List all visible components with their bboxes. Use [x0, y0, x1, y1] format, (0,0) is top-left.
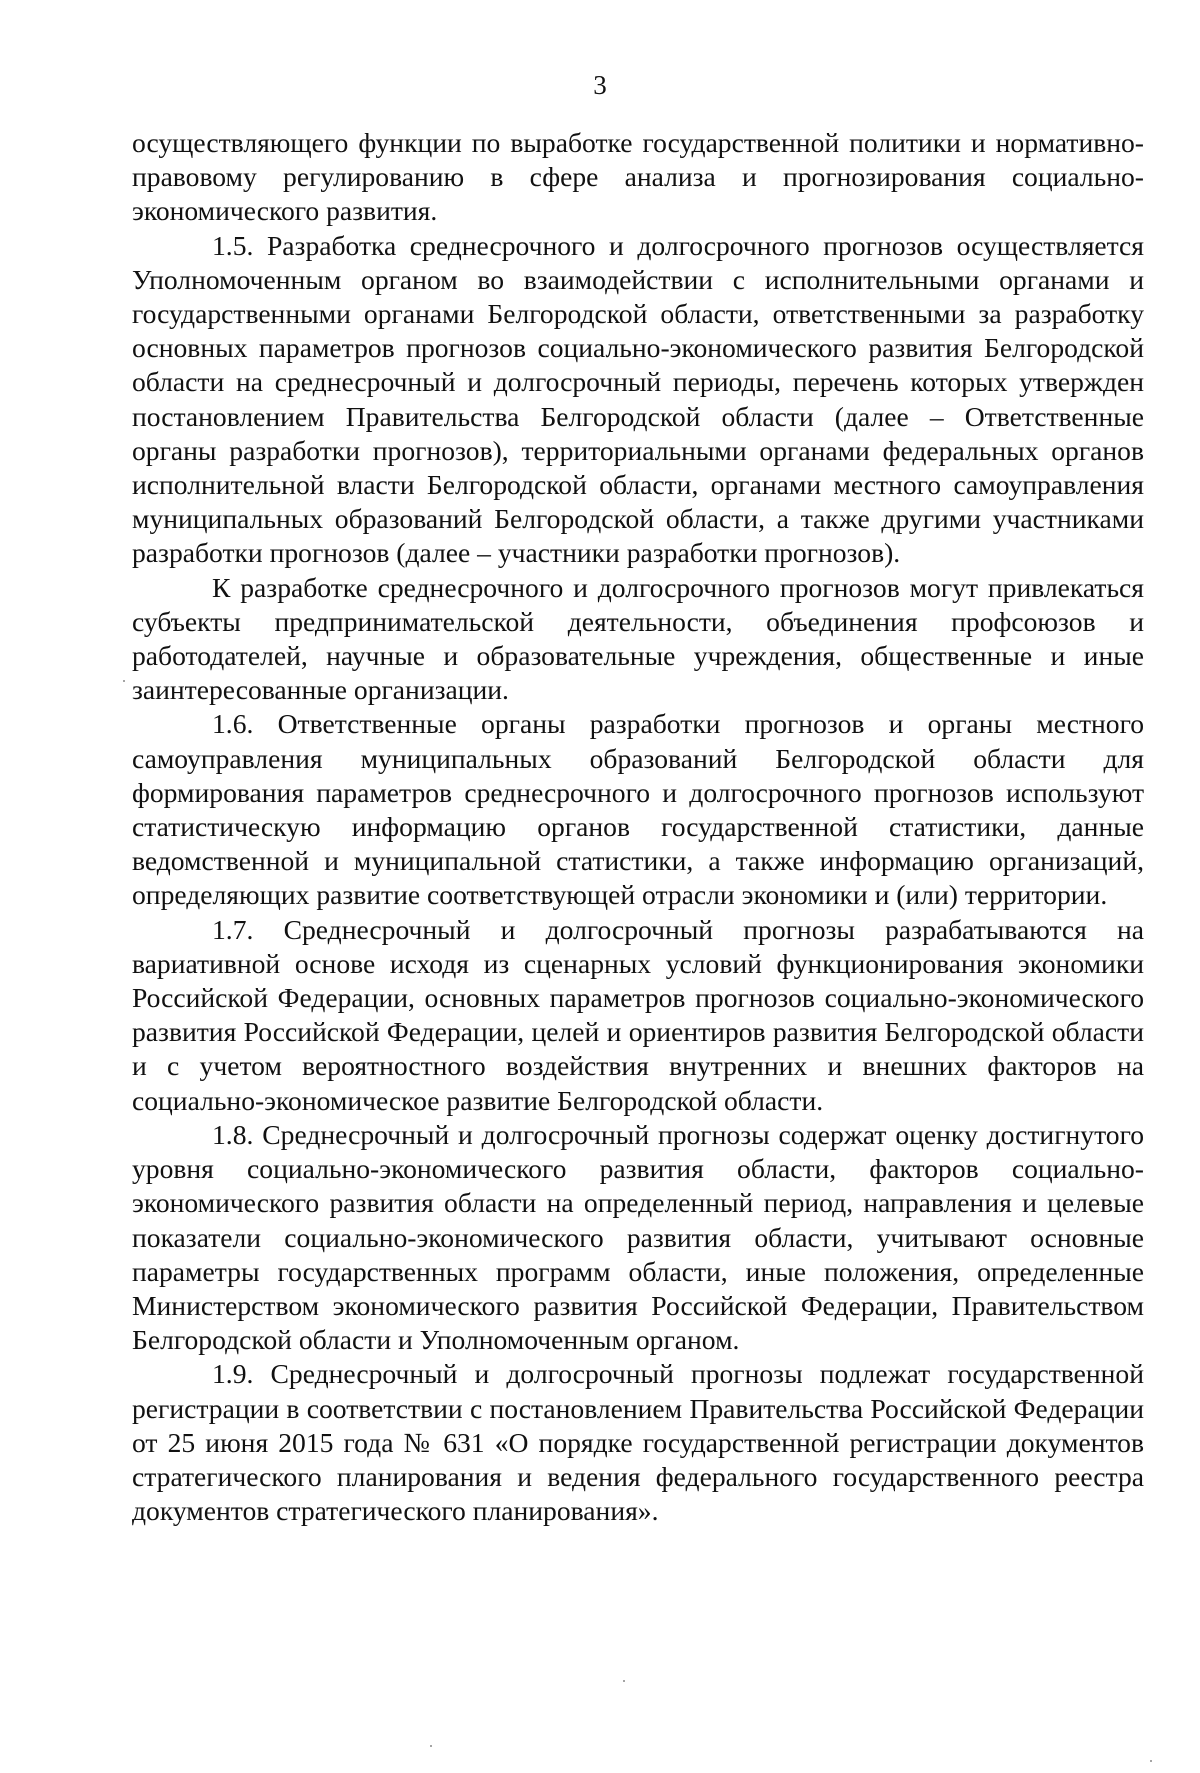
- document-body: [132, 126, 1144, 1528]
- paragraph-continuation: осуществляющего функции по выработке государственной политики и нормативно-правовому регулированию в сфере анализа и прогнозирования социально-экономического развития.: [132, 127, 1144, 227]
- paragraph-1-7: 1.7. Среднесрочный и долгосрочный прогнозы разрабатываются на вариативной основе исходя из сценарных условий функционирования экономики Российской Федерации, основных параметров прогнозов социально-экономического развития Российской Федерации, целей и ориентиров развития Белгородской области и с учетом вероятностного воздействия внутренних и внешних факторов на социально-экономическое развитие Белгородской области.: [132, 913, 1144, 1116]
- paragraph-1-6: 1.6. Ответственные органы разработки прогнозов и органы местного самоуправления муниципальных образований Белгородской области для формирования параметров среднесрочного и долгосрочного прогнозов используют статистическую информацию органов государственной статистики, данные ведомственной и муниципальной статистики, а также информацию организаций, определяющих развитие соответствующей отрасли экономики и (или) территории.: [132, 708, 1144, 911]
- paragraph-participants: К разработке среднесрочного и долгосрочного прогнозов могут привлекаться субъекты предпринимательской деятельности, объединения профсоюзов и работодателей, научные и образовательные учреждения, общественные и иные заинтересованные организации.: [132, 571, 1144, 706]
- paragraph-1-9: 1.9. Среднесрочный и долгосрочный прогнозы подлежат государственной регистрации в соответствии с постановлением Правительства Российской Федерации от 25 июня 2015 года № 631 «О порядке государственной регистрации документов стратегического планирования и ведения федерального государственного реестра документов стратегического планирования».: [132, 1358, 1144, 1527]
- scan-speck: [430, 1745, 432, 1747]
- scan-speck: [1150, 1760, 1152, 1762]
- scan-speck: [623, 1680, 625, 1682]
- paragraph-1-5: 1.5. Разработка среднесрочного и долгосрочного прогнозов осуществляется Уполномоченным органом во взаимодействии с исполнительными органами и государственными органами Белгородской области, ответственными за разработку основных параметров прогнозов социально-экономического развития Белгородской области на среднесрочный и долгосрочный периоды, перечень которых утвержден постановлением Правительства Белгородской области (далее – Ответственные органы разработки прогнозов), территориальными органами федеральных органов исполнительной власти Белгородской области, органами местного самоуправления муниципальных образований Белгородской области, а также другими участниками разработки прогнозов (далее – участники разработки прогнозов).: [132, 229, 1144, 569]
- paragraph-1-8: 1.8. Среднесрочный и долгосрочный прогнозы содержат оценку достигнутого уровня социально-экономического развития области, факторов социально-экономического развития области на определенный период, направления и целевые показатели социально-экономического развития области, учитывают основные параметры государственных программ области, иные положения, определенные Министерством экономического развития Российской Федерации, Правительством Белгородской области и Уполномоченным органом.: [132, 1118, 1144, 1356]
- scan-speck: [123, 680, 125, 682]
- page-number: 3: [593, 70, 607, 100]
